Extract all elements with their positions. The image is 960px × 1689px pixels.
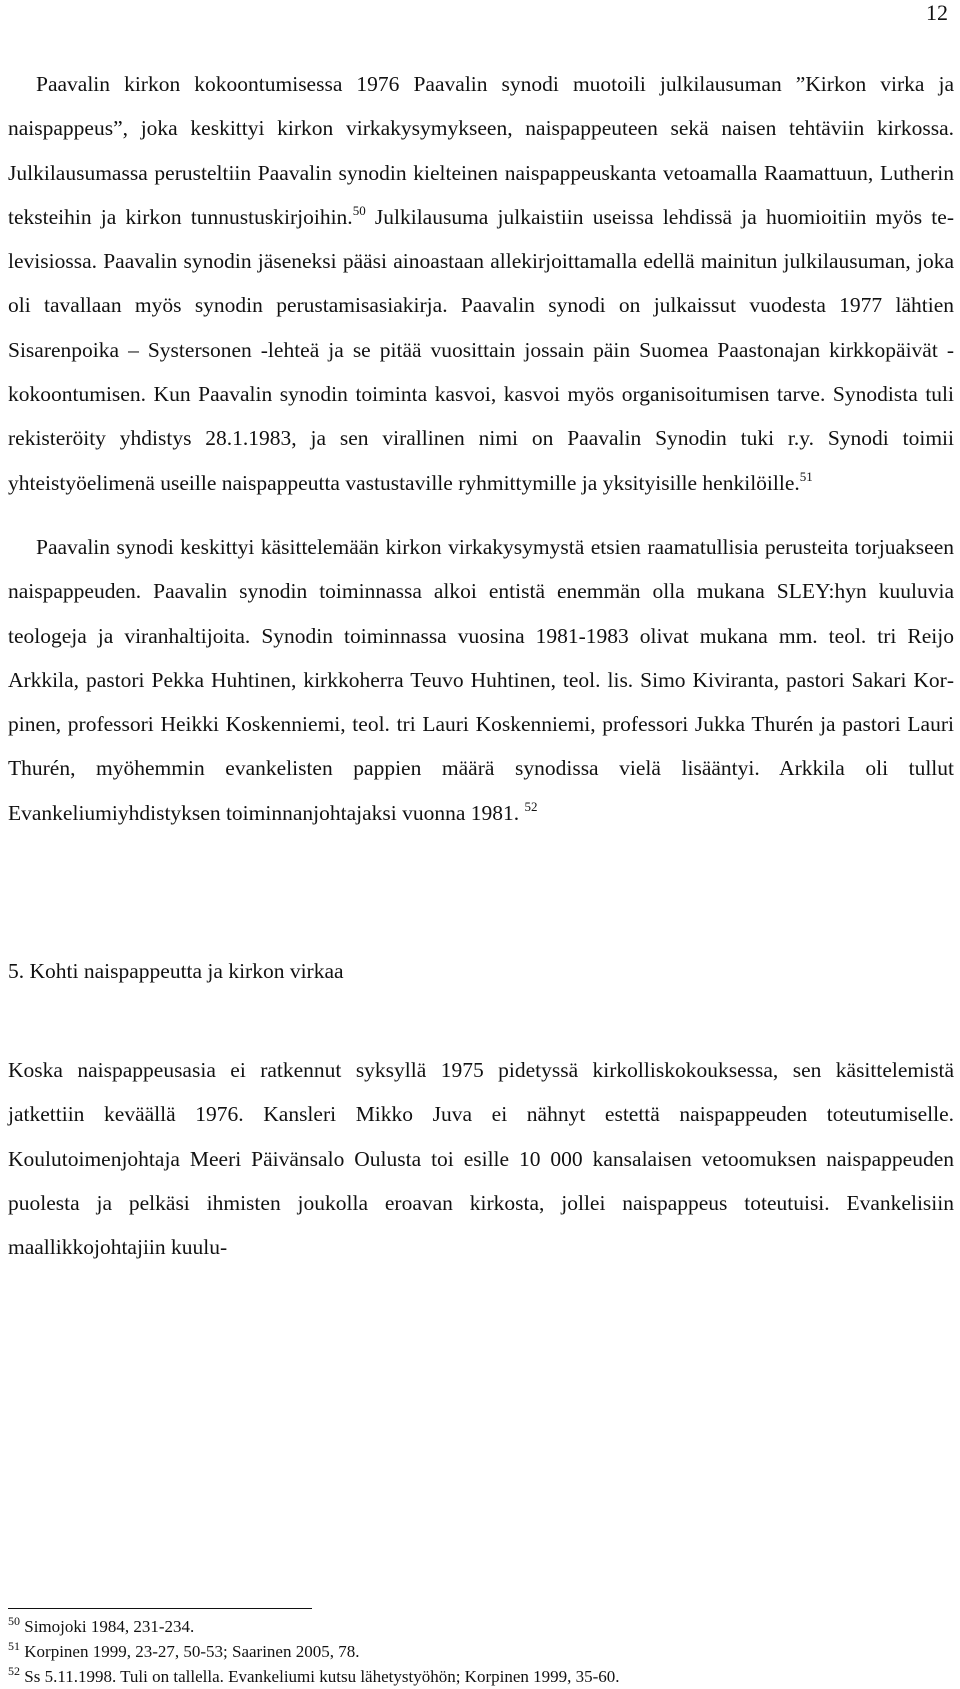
footnote-number: 51 (8, 1639, 20, 1653)
paragraph-text: Paavalin kirkon kokoontumisessa 1976 Paavalin synodi muotoili julkilausuman ”Kirkon virka ja naispappeus”, joka keskittyi kirkon virkakysymykseen, naispappeuteen sekä naisen tehtäviin kirkossa. Julkilausumassa perusteltiin Paavalin synodin kielteinen naispappeuskanta vetoamalla Raamattuun, Lutherin teksteihin ja kirkon tunnustuskirjoihin. (8, 72, 954, 229)
footnote-ref-50[interactable]: 50 (352, 202, 366, 218)
paragraph-text: Julkilausuma julkaistiin useissa lehdissä ja huomioitiin myös televisiossa. Paavalin synodin jäseneksi pääsi ainoastaan allekirjoittamalla edellä mainitun julkilausuman, joka oli tavallaan myös synodin perustamisasiakirja. Paavalin synodi on julkaissut vuodesta 1977 lähtien Sisarenpoika – Systersonen -lehteä ja se pitää vuosittain jossain päin Suomea Paastonajan kirkkopäivät -kokoontumisen. Kun Paavalin synodin toiminta kasvoi, kasvoi myös organisoitumisen tarve. Synodista tuli rekisteröity yhdistys 28.1.1983, ja sen virallinen nimi on Paavalin Synodin tuki r.y. Synodi toimii yhteistyöelimenä useille naispappeutta vastustaville ryhmittymille ja yksityisille henkilöille. (8, 204, 954, 495)
footnote-divider (8, 1608, 312, 1609)
footnote-51 (8, 1639, 954, 1664)
footnote-50 (8, 1614, 954, 1639)
footnote-text: Korpinen 1999, 23-27, 50-53; Saarinen 2005, 78. (20, 1642, 360, 1661)
section-heading: 5. Kohti naispappeutta ja kirkon virkaa (8, 959, 344, 984)
section-paragraph: Koska naispappeusasia ei ratkennut syksyllä 1975 pidetyssä kirkolliskokouksessa, sen käsittelemistä jatkettiin keväällä 1976. Kansleri Mikko Juva ei nähnyt estettä naispappeuden toteutumiselle. Koulutoimenjohtaja Meeri Päivänsalo Oulusta toi esille 10 000 kansalaisen vetoomuksen naispappeuden puolesta ja pelkäsi ihmisten joukolla eroavan kirkosta, jollei naispappeus toteutuisi. Evankelisiin maallikkojohtajiin kuulu- (8, 1058, 954, 1260)
paragraph-2 (8, 525, 954, 835)
paragraph-text: Paavalin synodi keskittyi käsittelemään kirkon virkakysymystä etsien raamatullisia perusteita torjuakseen naispappeuden. Paavalin synodin toiminnassa alkoi entistä enemmän olla mukana SLEY:hyn kuuluvia teologeja ja viranhaltijoita. Synodin toiminnassa vuosina 1981-1983 olivat mukana mm. teol. tri Reijo Arkkila, pastori Pekka Huhtinen, kirkkoherra Teuvo Huhtinen, teol. lis. Simo Kiviranta, pastori Sakari Korpinen, professori Heikki Koskenniemi, teol. tri Lauri Koskenniemi, professori Jukka Thurén ja pastori Lauri Thurén, myöhemmin evankelisten pappien määrä synodissa vielä lisääntyi. Arkkila oli tullut Evankeliumiyhdistyksen toiminnanjohtajaksi vuonna 1981. (8, 534, 954, 825)
footnote-ref-52[interactable]: 52 (524, 798, 538, 814)
footnotes (8, 1614, 954, 1689)
footnote-text: Simojoki 1984, 231-234. (20, 1617, 195, 1636)
footnote-ref-51[interactable]: 51 (799, 468, 813, 484)
footnote-text: Ss 5.11.1998. Tuli on tallella. Evankeliumi kutsu lähetystyöhön; Korpinen 1999, 35-60. (20, 1667, 620, 1686)
page-number: 12 (926, 0, 948, 25)
paragraph-1 (8, 62, 954, 505)
document-body (8, 62, 954, 1270)
footnote-number: 52 (8, 1664, 20, 1678)
footnote-52 (8, 1664, 954, 1689)
footnote-number: 50 (8, 1614, 20, 1628)
